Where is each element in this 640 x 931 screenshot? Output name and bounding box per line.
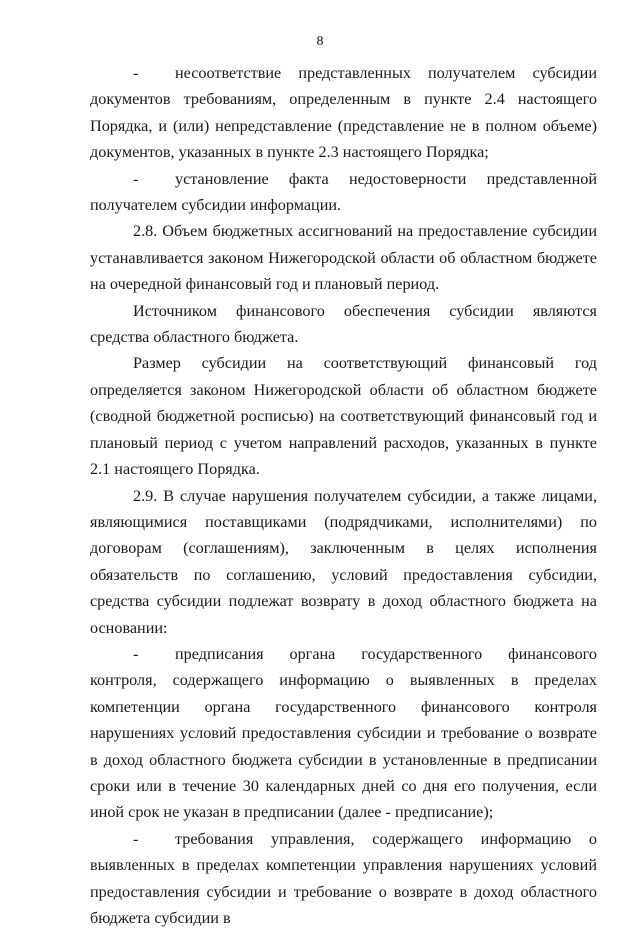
paragraph-text: требования управления, содержащего информацию о выявленных в пределах компетенции управления нарушениях условий предоставления субсидии и требование о возврате в доход областного бюджета субсидии в [90,829,597,927]
paragraph-text: Размер субсидии на соответствующий финансовый год определяется законом Нижегородской области об областном бюджете (сводной бюджетной росписью) на соответствующий финансовый год и плановый период с учетом направлений расходов, указанных в пункте 2.1 настоящего Порядка. [90,354,597,479]
document-body [90,60,597,931]
bullet-paragraph [90,826,597,931]
bullet-paragraph [90,60,597,166]
paragraph [90,350,597,482]
paragraph [90,298,597,351]
bullet-dash: - [133,64,139,82]
bullet-dash: - [133,169,139,188]
paragraph [90,483,597,641]
bullet-dash: - [133,829,139,848]
bullet-paragraph [90,166,597,219]
paragraph-text: предписания органа государственного финансового контроля, содержащего информацию о выявленных в пределах компетенции органа государственного финансового контроля нарушениях условий предоставления субсидии и требование о возврате в доход областного бюджета субсидии в установленные в предписании сроки или в течение 30 календарных дней со дня его получения, если иной срок не указан в предписании (далее - предписание); [90,644,597,822]
paragraph-text: 2.9. В случае нарушения получателем субсидии, а также лицами, являющимися поставщиками (подрядчиками, исполнителями) по договорам (соглашениям), заключенным в целях исполнения обязательств по соглашению, условий предоставления субсидии, средства субсидии подлежат возврату в доход областного бюджета на основании: [90,486,597,637]
paragraph-text: Источником финансового обеспечения субсидии являются средства областного бюджета. [90,301,597,347]
paragraph-text: 2.8. Объем бюджетных ассигнований на предоставление субсидии устанавливается законом Нижегородской области об областном бюджете на очередной финансовый год и плановый период. [90,222,597,294]
bullet-paragraph [90,641,597,826]
bullet-dash: - [133,644,139,663]
page-number: 8 [316,34,324,49]
paragraph-text: установление факта недостоверности представленной получателем субсидии информации. [90,169,597,215]
paragraph [90,218,597,297]
paragraph-text: несоответствие представленных получателем субсидии документов требованиям, определенным в пункте 2.4 настоящего Порядка, и (или) непредставление (представление не в полном объеме) документов, указанных в пункте 2.3 настоящего Порядка; [90,64,597,162]
